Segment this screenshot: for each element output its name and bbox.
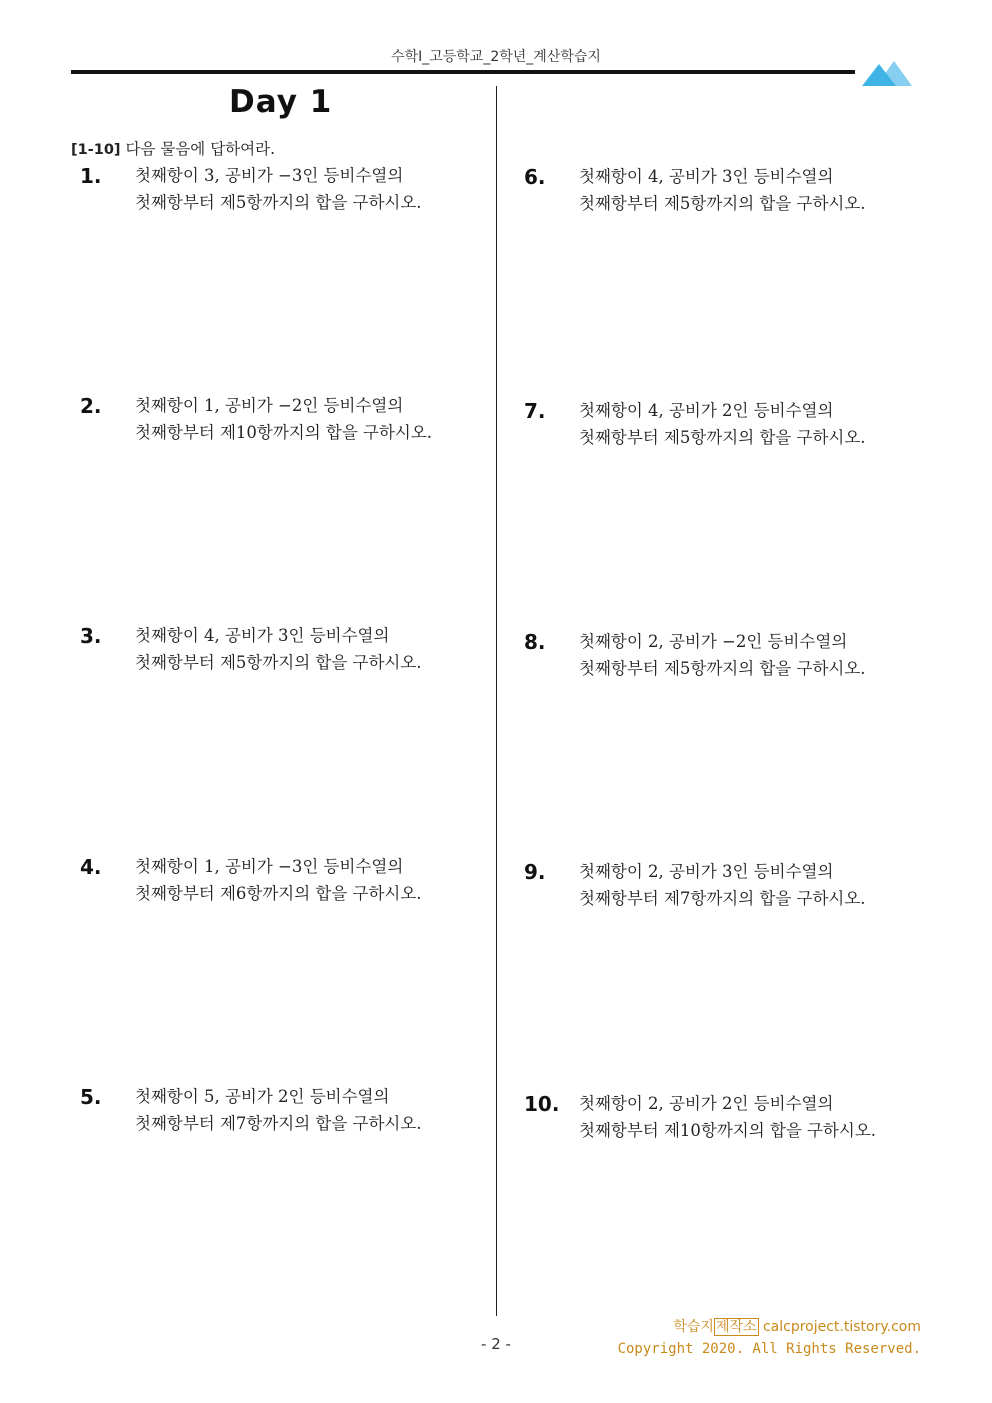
problem-line-2: 첫째항부터 제10항까지의 합을 구하시오. [135, 423, 432, 442]
header-rule [71, 70, 855, 74]
mountain-logo-icon [862, 58, 912, 86]
site-link[interactable]: calcproject.tistory.com [762, 1319, 921, 1335]
problem-text [135, 162, 422, 216]
instruction-range: [1-10] [71, 142, 121, 158]
problem-line-1: 첫째항이 4, 공비가 3인 등비수열의 [579, 167, 834, 186]
problem-line-1: 첫째항이 5, 공비가 2인 등비수열의 [135, 1087, 390, 1106]
problem-line-1: 첫째항이 4, 공비가 2인 등비수열의 [579, 401, 834, 420]
problem-line-1: 첫째항이 1, 공비가 −3인 등비수열의 [135, 857, 404, 876]
problem-number: 3. [80, 624, 102, 648]
problem-line-1: 첫째항이 4, 공비가 3인 등비수열의 [135, 626, 390, 645]
problem-text [135, 853, 422, 907]
problem-line-1: 첫째항이 1, 공비가 −2인 등비수열의 [135, 396, 404, 415]
problem-text [579, 1090, 876, 1144]
page-number: - 2 - [481, 1335, 511, 1353]
problem-number: 10. [524, 1092, 560, 1116]
brand-prefix: 학습지 [673, 1319, 714, 1335]
problem-line-2: 첫째항부터 제10항까지의 합을 구하시오. [579, 1121, 876, 1140]
problem-number: 2. [80, 394, 102, 418]
header-title: 수학I_고등학교_2학년_계산학습지 [391, 49, 601, 65]
problem-text [579, 397, 866, 451]
problem-line-2: 첫째항부터 제5항까지의 합을 구하시오. [579, 194, 866, 213]
problem-text [135, 392, 432, 446]
footer-brand [673, 1316, 921, 1336]
day-title: Day 1 [229, 84, 333, 120]
problem-text [135, 622, 422, 676]
problem-line-2: 첫째항부터 제6항까지의 합을 구하시오. [135, 884, 422, 903]
problem-number: 6. [524, 165, 546, 189]
problem-line-2: 첫째항부터 제5항까지의 합을 구하시오. [135, 193, 422, 212]
brand-boxed: 제작소 [715, 1319, 757, 1335]
problem-text [579, 628, 866, 682]
copyright: Copyright 2020. All Rights Reserved. [617, 1341, 921, 1357]
problem-line-1: 첫째항이 2, 공비가 3인 등비수열의 [579, 862, 834, 881]
problem-line-1: 첫째항이 2, 공비가 2인 등비수열의 [579, 1094, 834, 1113]
column-divider [496, 86, 497, 1316]
problem-line-2: 첫째항부터 제5항까지의 합을 구하시오. [579, 659, 866, 678]
problem-text [579, 163, 866, 217]
problem-text [135, 1083, 422, 1137]
problem-number: 9. [524, 860, 546, 884]
problem-line-2: 첫째항부터 제5항까지의 합을 구하시오. [579, 428, 866, 447]
problem-line-2: 첫째항부터 제7항까지의 합을 구하시오. [135, 1114, 422, 1133]
instruction [71, 137, 275, 159]
problem-text [579, 858, 866, 912]
problem-line-1: 첫째항이 3, 공비가 −3인 등비수열의 [135, 166, 404, 185]
problem-number: 4. [80, 855, 102, 879]
problem-number: 7. [524, 399, 546, 423]
problem-number: 5. [80, 1085, 102, 1109]
problem-number: 8. [524, 630, 546, 654]
problem-line-2: 첫째항부터 제5항까지의 합을 구하시오. [135, 653, 422, 672]
problem-line-2: 첫째항부터 제7항까지의 합을 구하시오. [579, 889, 866, 908]
instruction-text: 다음 물음에 답하여라. [125, 140, 276, 158]
problem-number: 1. [80, 164, 102, 188]
problem-line-1: 첫째항이 2, 공비가 −2인 등비수열의 [579, 632, 848, 651]
